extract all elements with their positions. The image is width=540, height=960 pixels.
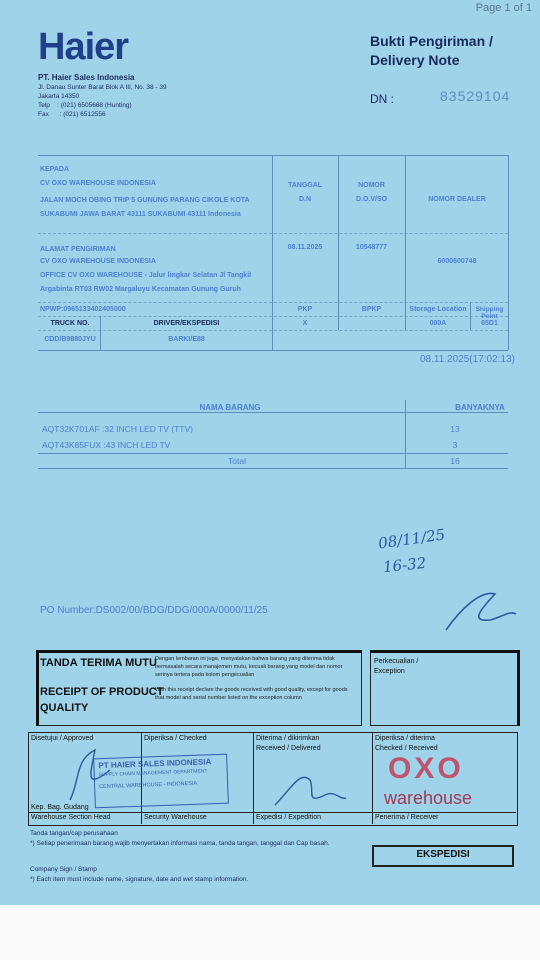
alamat-address-2: Argabinta RT03 RW02 Margaluyu Kecamatan Gunung Guruh [40,286,241,293]
expedition-label: Expedisi / Expedition [256,814,321,821]
total-label: Total [228,456,246,466]
doc-title-line-2: Delivery Note [370,52,460,68]
company-sign-title: Company Sign / Stamp [30,866,97,873]
footnote-en: *) Each item must include name, signature, date and wet stamp information. [30,876,249,883]
footnote-title: Tanda tangan/cap perusahaan [30,830,118,837]
shipping-label: Shipping Point [475,306,504,320]
handwritten-time: 16-32 [382,553,428,577]
pkp-value: X [302,320,308,327]
haier-logo: Haier [38,26,129,68]
exception-label: Perkecualian / [374,658,419,665]
approver-signature [60,740,120,810]
nomor-value: 10548777 [355,244,388,251]
page-number: Page 1 of 1 [475,2,532,14]
driver-value: BARKI/E88 [168,336,205,343]
grid-line [38,468,508,469]
nama-barang-header: NAMA BARANG [199,403,261,412]
handwritten-date: 08/11/25 [377,525,447,553]
shipping-value: 65D1 [481,320,498,327]
grid-line [38,330,508,332]
kepada-label: KEPADA [40,166,70,173]
grid-line [405,155,406,330]
pkp-label: PKP [297,306,313,313]
grid-line [405,400,406,468]
receipt-title-id: TANDA TERIMA MUTU [40,657,157,669]
tanggal-subheader: D.N [298,196,312,203]
signature-scribble [440,580,520,640]
dealer-header: NOMOR DEALER [428,196,486,203]
print-timestamp: 08.11.2025(17:02:13) [420,354,515,365]
grid-line [28,812,516,813]
receipt-text-en: With this receipt declare the goods received with good quality, except for goods that model and serial number listed on the exception column [155,687,348,701]
po-number: PO Number:DS002/00/BDG/DDG/000A/0000/11/25 [40,605,268,616]
npwp: NPWP:0965133402405000 [40,306,126,313]
alamat-address-1: OFFICE CV OXO WAREHOUSE - Jalur lingkar Selatan Jl Tangkil [40,272,252,279]
storage-value: 000A [429,320,447,327]
grid-line [38,233,508,235]
oxo-warehouse: warehouse [384,788,473,808]
section-head-2: Warehouse Section Head [31,814,111,821]
grid-line [38,453,508,454]
grid-line [508,155,509,350]
bpkp-label: BPKP [361,306,382,313]
stamp-warehouse: CENTRAL WAREHOUSE - INDONESIA [99,780,198,791]
kepada-name: CV OXO WAREHOUSE INDONESIA [40,180,156,187]
checked-received-label-2: Checked / Received [375,745,438,752]
sent-label: Diterima / dikirimkan [256,735,320,742]
item-row-2-name: AQT43K85FUX :43 INCH LED TV [42,440,171,450]
grid-line [38,155,508,156]
grid-line [38,350,508,351]
checked-received-label: Diperiksa / diterima [375,735,435,742]
dn-label: DN : [370,92,394,106]
kepada-address-1: JALAN MOCH OBING TRIP 5 GUNUNG PARANG CIKOLE KOTA [40,197,250,204]
exception-label-2: Exception [374,668,405,675]
receiver-label: Penerima / Receiver [375,814,439,821]
grid-line [253,732,254,824]
approved-label: Disetujui / Approved [31,735,94,742]
grid-line [372,732,373,824]
section-head-1: Kep. Bag. Gudang [31,804,89,811]
company-name: PT. Haier Sales Indonesia [38,73,135,82]
company-fax: Fax : (021) 6512556 [38,111,106,118]
nomor-subheader: D.O.V/SO [355,196,388,203]
tanggal-header: TANGGAL [287,182,323,189]
truck-value: CDD/B9880JYU [44,336,96,343]
kepada-address-2: SUKABUMI JAWA BARAT 43111 SUKABUMI 43111 Indonesia [40,211,241,218]
item-row-1-qty: 13 [450,424,460,434]
banyaknya-header: BANYAKNYA [455,403,505,412]
tanggal-value: 08.11.2025 [287,244,323,251]
truck-label: TRUCK NO. [50,320,90,327]
dealer-value: 6000600748 [437,258,477,265]
alamat-name: CV OXO WAREHOUSE INDONESIA [40,258,156,265]
grid-line [38,316,508,318]
company-address-1: Jl. Danau Sunter Barat Blok A III, No. 38 - 39 [38,84,167,91]
total-value: 16 [450,456,460,466]
nomor-header: NOMOR [358,182,385,189]
company-address-2: Jakarta 14350 [38,93,80,100]
storage-label: Storage Location [409,306,467,313]
checked-label: Diperiksa / Checked [144,735,207,742]
receipt-title-en-2: QUALITY [40,702,89,714]
grid-line [38,412,508,413]
receipt-title-en-1: RECEIPT OF PRODUCT [40,686,164,698]
doc-title-line-1: Bukti Pengiriman / [370,33,493,49]
company-telp: Telp : (021) 6505668 (Hunting) [38,102,132,109]
footnote-id: *) Setiap penerimaan barang wajib menyertakan informasi nama, tanda tangan, tanggal dan Cap basah. [30,840,330,847]
alamat-label: ALAMAT PENGIRIMAN [40,246,116,253]
stamp-company: PT HAIER SALES INDONESIA [98,757,212,771]
security-label: Security Warehouse [144,814,207,821]
item-row-2-qty: 3 [452,440,458,450]
item-row-1-name: AQT32K701AF :32 INCH LED TV (TTV) [42,424,193,434]
grid-line [38,302,508,304]
delivered-label: Received / Delivered [256,745,321,752]
doc-title [370,32,493,70]
receipt-text-id: Dengan lembaran ini juga, menyatakan bahwa barang yang diterima tidak bermasalah secara manajemen mutu, kecuali barang yang model dan nomor serinya tertera pada kolom pengecualian [155,656,343,678]
ekspedisi-label: EKSPEDISI [416,849,470,860]
oxo-logo: OXO [388,752,464,785]
stamp-department: SUPPLY CHAIN MANAGEMENT DEPARTMENT [98,768,208,779]
dn-number: 83529104 [440,88,511,104]
driver-label: DRIVER/EKSPEDISI [153,320,220,327]
expedition-signature [270,760,350,815]
